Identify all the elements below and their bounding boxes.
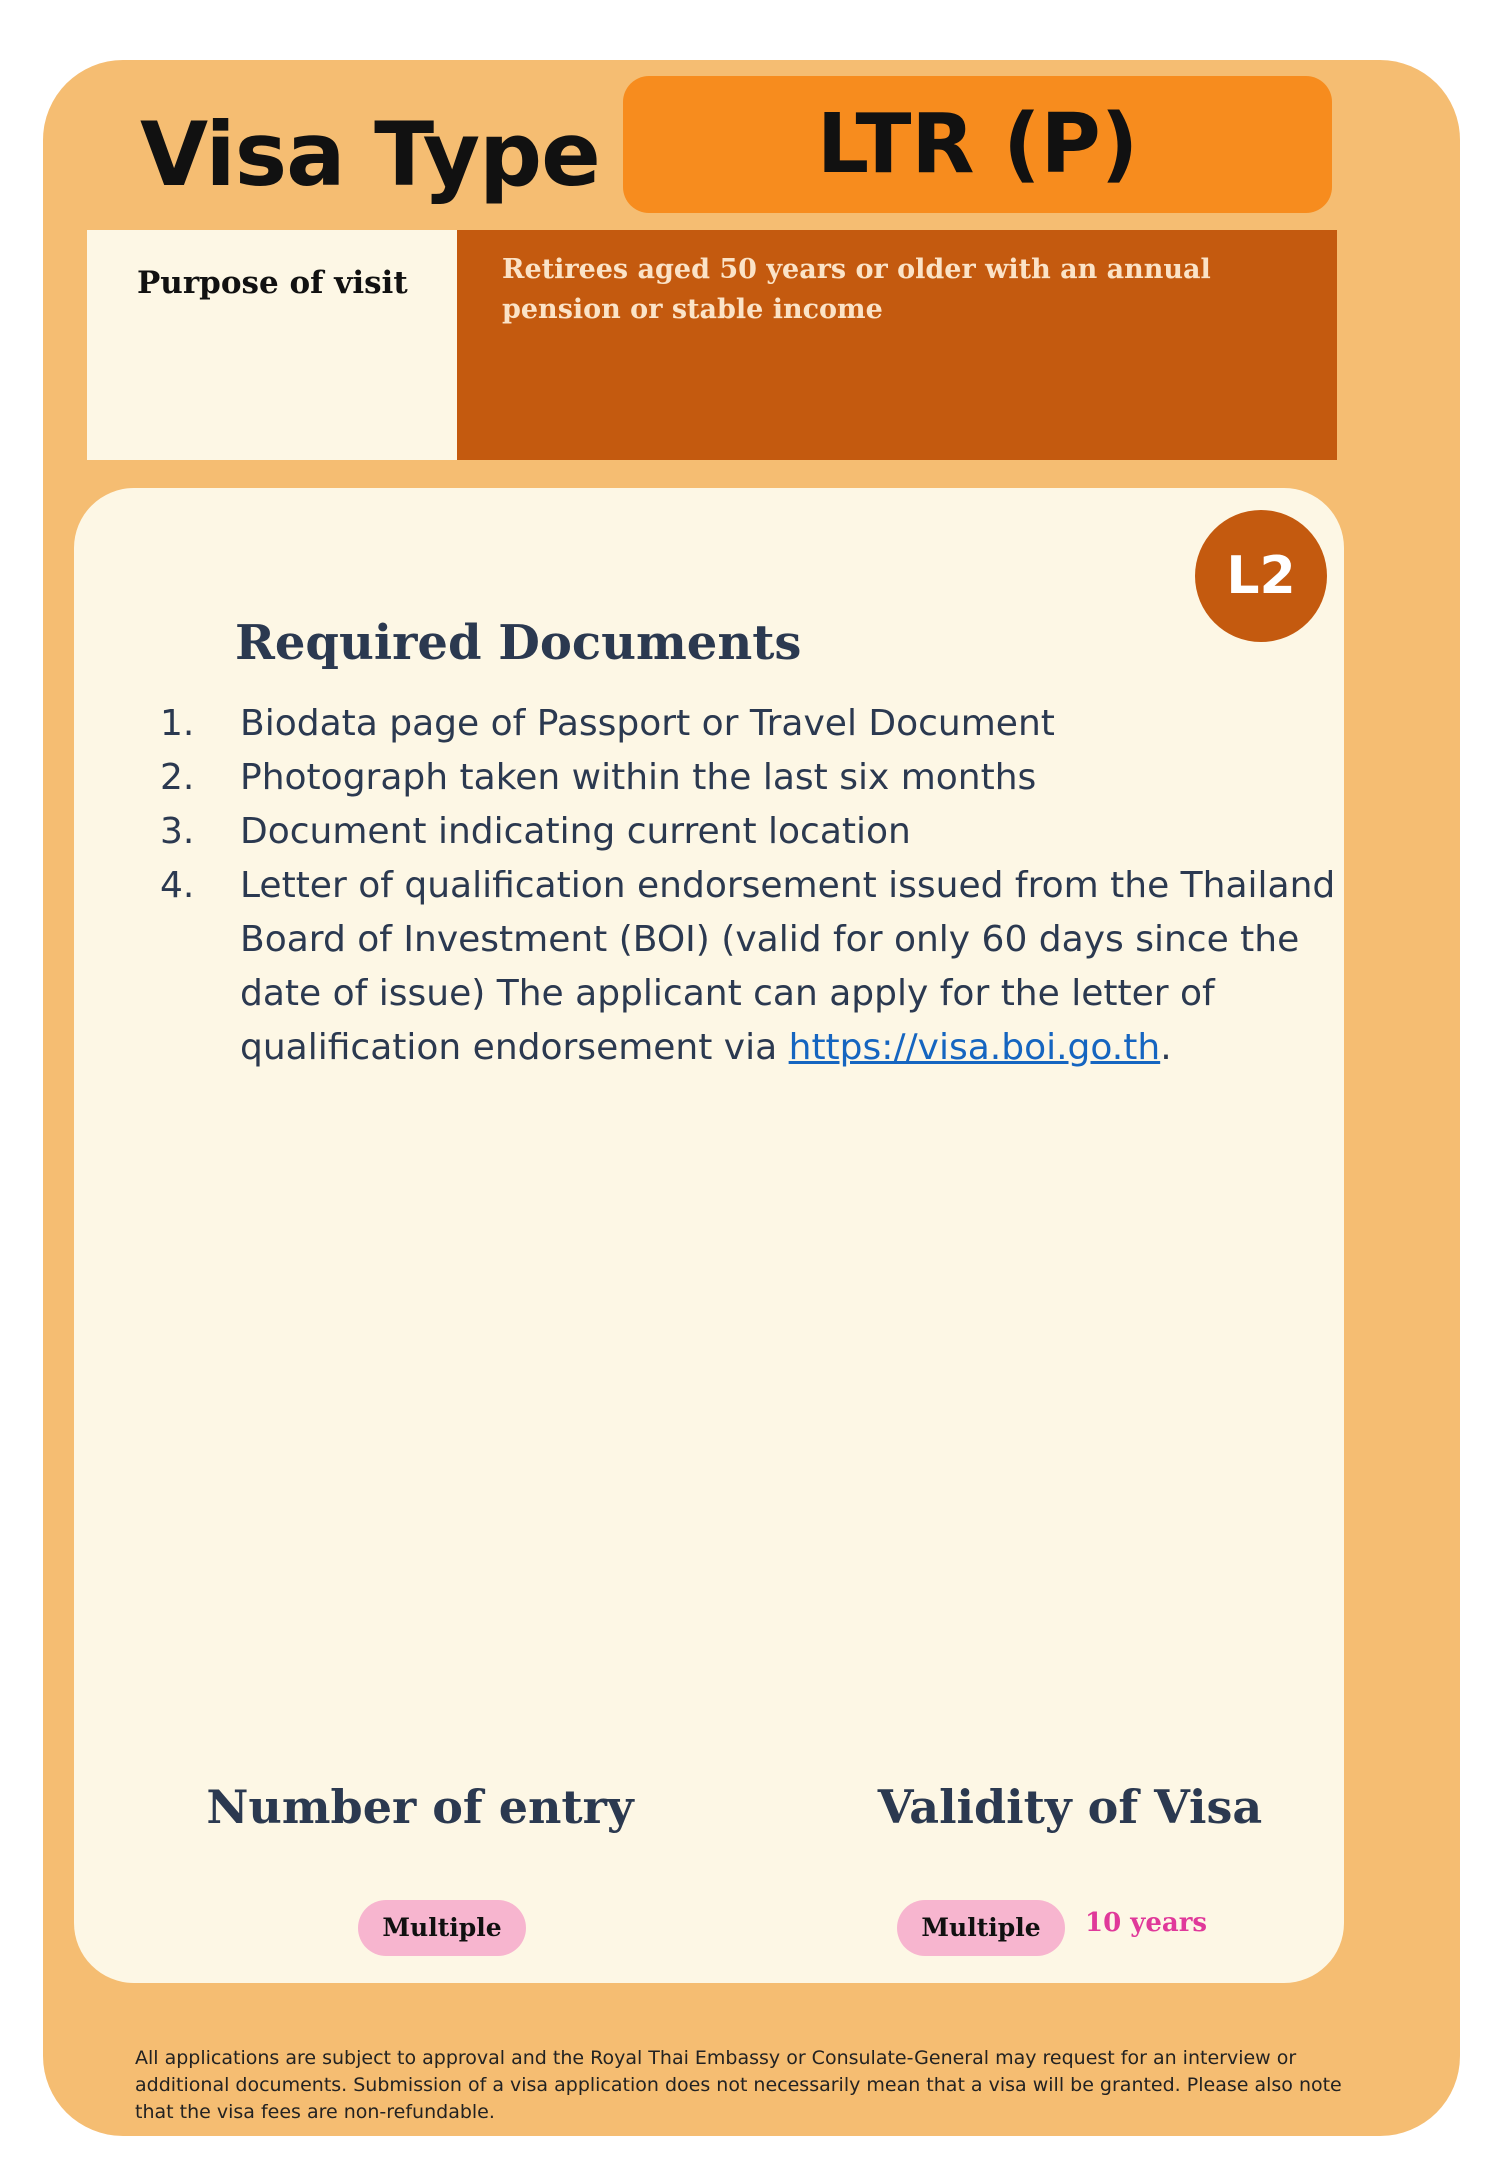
list-item-text: Photograph taken within the last six months	[240, 757, 1037, 798]
boi-visa-link[interactable]: https://visa.boi.go.th	[788, 1027, 1161, 1068]
list-item	[160, 859, 1340, 1075]
number-of-entry-heading: Number of entry	[206, 1780, 634, 1834]
list-item-text: Document indicating current location	[240, 811, 911, 852]
visa-code-box: LTR (P)	[623, 76, 1332, 213]
validity-duration: 10 years	[1085, 1908, 1208, 1938]
list-item-text: Letter of qualification endorsement issued from the Thailand Board of Investment (BOI) (valid for only 60 days since the date of issue) The applicant can apply for the letter of qualification endorsement via	[240, 865, 1336, 1068]
validity-of-visa-heading: Validity of Visa	[877, 1780, 1263, 1834]
purpose-text: Retirees aged 50 years or older with an annual pension or stable income	[502, 254, 1211, 325]
list-item-number: 3.	[160, 811, 195, 852]
required-documents-list	[160, 697, 1340, 1075]
purpose-label: Purpose of visit	[137, 265, 408, 301]
purpose-label-cell	[87, 230, 457, 460]
list-item-suffix: .	[1160, 1027, 1172, 1068]
required-documents-heading: Required Documents	[235, 615, 802, 671]
disclaimer-text: All applications are subject to approval and the Royal Thai Embassy or Consulate-General may request for an interview or additional documents. Submission of a visa application does not necessarily mean that a visa will be granted. Please also note that the visa fees are non-refundable.	[135, 2047, 1342, 2123]
category-badge: L2	[1195, 510, 1327, 642]
visa-type-label: Visa Type	[140, 103, 600, 206]
validity-value-pill: Multiple	[897, 1900, 1065, 1956]
list-item	[160, 697, 1340, 751]
list-item	[160, 805, 1340, 859]
list-item-number: 4.	[160, 865, 195, 906]
list-item-text: Biodata page of Passport or Travel Document	[240, 703, 1055, 744]
purpose-text-cell	[457, 230, 1337, 460]
list-item-number: 1.	[160, 703, 195, 744]
list-item	[160, 751, 1340, 805]
list-item-number: 2.	[160, 757, 195, 798]
entry-value-pill: Multiple	[358, 1900, 526, 1956]
